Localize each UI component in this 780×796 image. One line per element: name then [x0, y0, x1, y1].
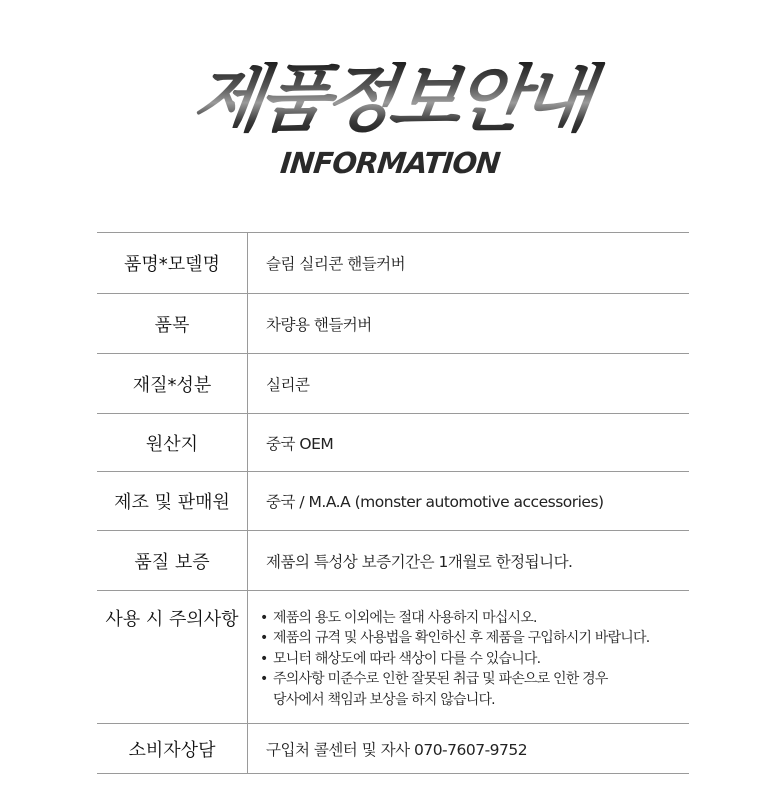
bullet-icon: •	[260, 671, 268, 688]
list-item: • 제품의 용도 이외에는 절대 사용하지 마십시오.	[260, 608, 689, 629]
table-row	[97, 724, 689, 774]
row-label-warranty: 품질 보증	[97, 531, 248, 591]
row-label-cautions: 사용 시 주의사항	[97, 591, 248, 724]
list-item: • 제품의 규격 및 사용법을 확인하신 후 제품을 구입하시기 바랍니다.	[260, 628, 689, 649]
row-label-manufacturer: 제조 및 판매원	[97, 472, 248, 531]
row-value-origin: 중국 OEM	[248, 414, 690, 472]
row-value-item: 차량용 핸들커버	[248, 294, 690, 354]
row-value-manufacturer: 중국 / M.A.A (monster automotive accessories)	[248, 472, 690, 531]
row-label-material: 재질*성분	[97, 354, 248, 414]
row-label-origin: 원산지	[97, 414, 248, 472]
row-value-cautions	[248, 591, 690, 724]
page-subtitle: INFORMATION	[278, 146, 502, 180]
row-label-item: 품목	[97, 294, 248, 354]
caution-list	[248, 598, 689, 717]
row-value-contact: 구입처 콜센터 및 자사 070-7607-9752	[248, 724, 690, 774]
bullet-icon: •	[260, 609, 268, 626]
page-title: 제품정보안내	[0, 62, 780, 136]
table-row	[97, 233, 689, 294]
product-info-table	[97, 232, 689, 774]
row-value-model: 슬림 실리콘 핸들커버	[248, 233, 690, 294]
table-row	[97, 354, 689, 414]
page-header	[0, 0, 780, 200]
row-label-model: 품명*모델명	[97, 233, 248, 294]
table-row	[97, 414, 689, 472]
table-row	[97, 294, 689, 354]
table-row	[97, 472, 689, 531]
row-label-contact: 소비자상담	[97, 724, 248, 774]
table-row	[97, 591, 689, 724]
table-row	[97, 531, 689, 591]
list-item: • 모니터 해상도에 따라 색상이 다를 수 있습니다.	[260, 649, 689, 670]
list-item-continuation: 당사에서 책임과 보상을 하지 않습니다.	[273, 691, 495, 708]
bullet-icon: •	[260, 650, 268, 667]
row-value-warranty: 제품의 특성상 보증기간은 1개월로 한정됩니다.	[248, 531, 690, 591]
list-item: • 주의사항 미준수로 인한 잘못된 취급 및 파손으로 인한 경우	[260, 669, 689, 690]
row-value-material: 실리콘	[248, 354, 690, 414]
bullet-icon: •	[260, 630, 268, 647]
